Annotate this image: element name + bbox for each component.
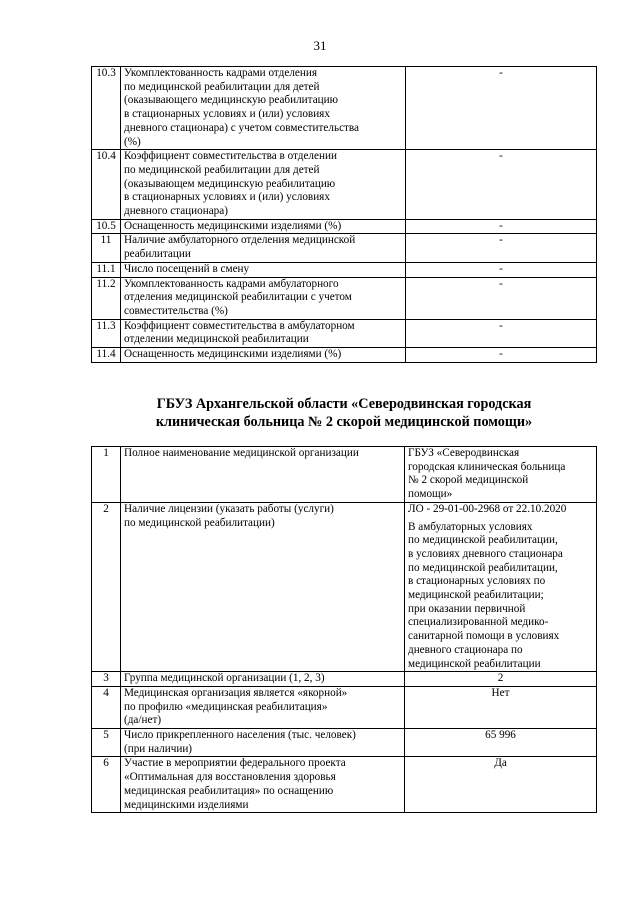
table-row [92,672,597,687]
row-value: Нет [405,686,597,728]
row-number: 11.4 [92,348,121,363]
table-row [92,262,597,277]
indicators-table [91,66,597,363]
row-value: - [406,262,597,277]
row-number: 11.1 [92,262,121,277]
row-name: Оснащенность медицинскими изделиями (%) [121,219,406,234]
license-details: В амбулаторных условиях по медицинской реабилитации, в условиях дневного стационара по медицинской реабилитации, в стационарных условиях по медицинской реабилитации; при оказании первичной специализированной медико- санитарной помощи в условиях дневного стационара по медицинской реабилитации [408,520,563,670]
row-value: - [406,319,597,347]
table-row [92,150,597,220]
row-name: Участие в мероприятии федерального проекта «Оптимальная для восстановления здоровья медицинская реабилитация» по оснащению медицинскими изделиями [121,757,405,813]
table-row [92,277,597,319]
table-row [92,502,597,671]
row-number: 6 [92,757,121,813]
section-heading: ГБУЗ Архангельской области «Северодвинская городская клиническая больница № 2 скорой медицинской помощи» [155,396,533,430]
row-name: Число прикрепленного населения (тыс. человек) (при наличии) [121,729,405,757]
row-value: - [406,277,597,319]
row-name: Группа медицинской организации (1, 2, 3) [121,672,405,687]
row-value: - [406,150,597,220]
row-number: 4 [92,686,121,728]
organization-table [91,446,597,813]
row-number: 10.5 [92,219,121,234]
table-row [92,447,597,503]
table-row [92,348,597,363]
row-value [405,502,597,671]
row-value: Да [405,757,597,813]
row-name: Наличие амбулаторного отделения медицинской реабилитации [121,234,406,262]
row-number: 11 [92,234,121,262]
page-number: 31 [313,38,327,53]
row-name: Полное наименование медицинской организации [121,447,405,503]
table-row [92,219,597,234]
row-number: 1 [92,447,121,503]
row-name: Укомплектованность кадрами амбулаторного отделения медицинской реабилитации с учетом совместительства (%) [121,277,406,319]
table-row [92,757,597,813]
row-number: 10.3 [92,67,121,150]
row-name: Коэффициент совместительства в отделении по медицинской реабилитации для детей (оказывающем медицинскую реабилитацию в стационарных условиях и (или) условиях дневного стационара) [121,150,406,220]
license-number: ЛО - 29-01-00-2968 от 22.10.2020 [408,502,567,515]
table-row [92,67,597,150]
table-row [92,319,597,347]
row-number: 3 [92,672,121,687]
row-name: Наличие лицензии (указать работы (услуги) по медицинской реабилитации) [121,502,405,671]
row-value: 2 [405,672,597,687]
row-value: - [406,234,597,262]
row-name: Медицинская организация является «якорной» по профилю «медицинская реабилитация» (да/нет) [121,686,405,728]
table-row [92,234,597,262]
row-name: Коэффициент совместительства в амбулаторном отделении медицинской реабилитации [121,319,406,347]
row-name: Число посещений в смену [121,262,406,277]
row-value: - [406,219,597,234]
row-name: Укомплектованность кадрами отделения по медицинской реабилитации для детей (оказывающего медицинскую реабилитацию в стационарных условиях и (или) условиях дневного стационара) с учетом совместительства (%) [121,67,406,150]
table-row [92,686,597,728]
row-value: ГБУЗ «Северодвинская городская клиническая больница № 2 скорой медицинской помощи» [405,447,597,503]
row-value: 65 996 [405,729,597,757]
row-number: 11.2 [92,277,121,319]
row-number: 2 [92,502,121,671]
row-number: 11.3 [92,319,121,347]
row-number: 5 [92,729,121,757]
row-value: - [406,67,597,150]
row-value: - [406,348,597,363]
row-name: Оснащенность медицинскими изделиями (%) [121,348,406,363]
row-number: 10.4 [92,150,121,220]
table-row [92,729,597,757]
